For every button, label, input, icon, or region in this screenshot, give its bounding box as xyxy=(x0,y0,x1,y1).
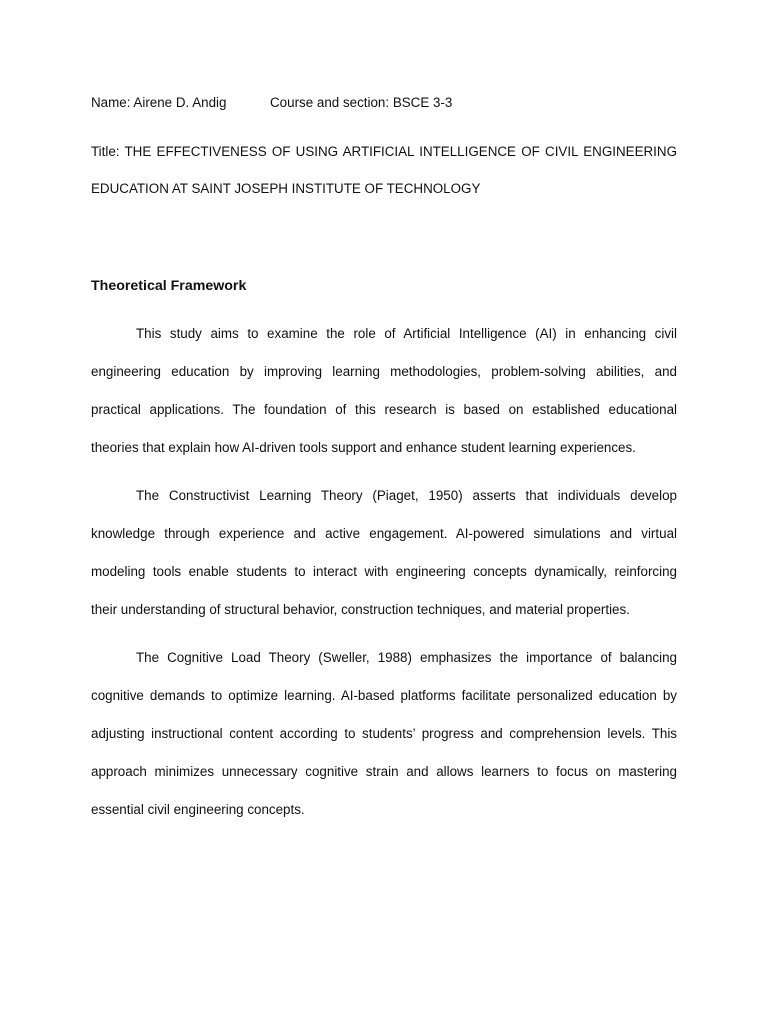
title-line-2: EDUCATION AT SAINT JOSEPH INSTITUTE OF TECHNOLOGY xyxy=(91,181,481,196)
student-name: Name: Airene D. Andig xyxy=(91,95,227,110)
section-heading: Theoretical Framework xyxy=(91,278,247,294)
paragraph-2-line-4: their understanding of structural behavior, construction techniques, and material properties. xyxy=(91,602,630,617)
paragraph-3-line-2: cognitive demands to optimize learning. AI-based platforms facilitate personalized education by xyxy=(91,688,677,703)
paragraph-1-line-2: engineering education by improving learning methodologies, problem-solving abilities, and xyxy=(91,364,677,379)
paragraph-2-line-3: modeling tools enable students to interact with engineering concepts dynamically, reinforcing xyxy=(91,564,677,579)
paragraph-2-line-2: knowledge through experience and active engagement. AI-powered simulations and virtual xyxy=(91,526,677,541)
paragraph-1-line-3: practical applications. The foundation of this research is based on established educational xyxy=(91,402,677,417)
paragraph-3-line-3: adjusting instructional content according to students’ progress and comprehension levels. This xyxy=(91,726,677,741)
course-section: Course and section: BSCE 3-3 xyxy=(270,95,453,110)
paragraph-3-line-4: approach minimizes unnecessary cognitive strain and allows learners to focus on mastering xyxy=(91,764,677,779)
paragraph-1-line-1: This study aims to examine the role of Artificial Intelligence (AI) in enhancing civil xyxy=(136,326,677,341)
paragraph-3-line-5: essential civil engineering concepts. xyxy=(91,802,305,817)
title-line-1: Title: THE EFFECTIVENESS OF USING ARTIFICIAL INTELLIGENCE OF CIVIL ENGINEERING xyxy=(91,144,677,159)
paragraph-1-line-4: theories that explain how AI-driven tools support and enhance student learning experiences. xyxy=(91,440,636,455)
paragraph-3-line-1: The Cognitive Load Theory (Sweller, 1988) emphasizes the importance of balancing xyxy=(136,650,677,665)
paragraph-2-line-1: The Constructivist Learning Theory (Piaget, 1950) asserts that individuals develop xyxy=(136,488,677,503)
